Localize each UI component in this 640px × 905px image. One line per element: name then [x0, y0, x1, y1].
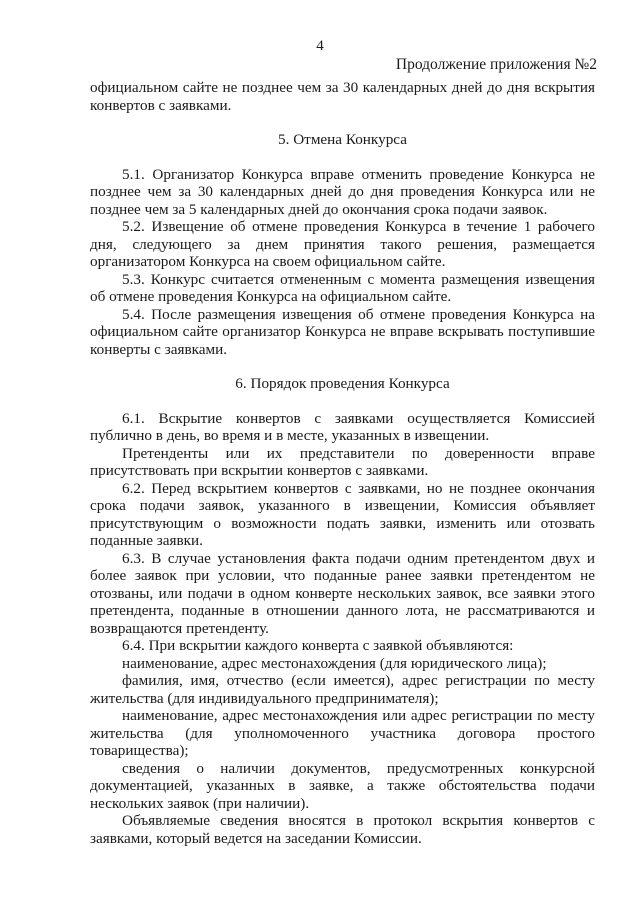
paragraph-6-2: 6.2. Перед вскрытием конвертов с заявками, но не позднее окончания срока подачи заявок, указанного в извещении, Комиссия объявляет присутствующим о возможности подать заявки, изменить или отозвать поданные заявки. [90, 479, 595, 549]
list-item-documents: сведения о наличии документов, предусмотренных конкурсной документацией, указанных в заявке, а также обстоятельства подачи нескольких заявок (при наличии). [90, 759, 595, 812]
paragraph-protocol: Объявляемые сведения вносятся в протокол вскрытия конвертов с заявками, который ведется на заседании Комиссии. [90, 812, 595, 847]
paragraph-5-2: 5.2. Извещение об отмене проведения Конкурса в течение 1 рабочего дня, следующего за днем принятия такого решения, размещается организатором Конкурса на своем официальном сайте. [90, 218, 595, 270]
paragraph-5-3: 5.3. Конкурс считается отмененным с момента размещения извещения об отмене проведения Конкурса на официальном сайте. [90, 270, 595, 305]
appendix-note: Продолжение приложения №2 [395, 56, 597, 73]
paragraph-6-1: 6.1. Вскрытие конвертов с заявками осуществляется Комиссией публично в день, во время и в месте, указанных в извещении. [90, 409, 595, 444]
continuation-paragraph: официальном сайте не позднее чем за 30 календарных дней до дня вскрытия конвертов с заявками. [90, 79, 595, 114]
paragraph-6-3: 6.3. В случае установления факта подачи одним претендентом двух и более заявок при условии, что поданные ранее заявки претендентом не отозваны, или подачи в одном конверте нескольких заявок, все заявки этого претендента, поданные в отношении данного лота, не рассматриваются и возвращаются претенденту. [90, 549, 595, 637]
list-item-partnership: наименование, адрес местонахождения или адрес регистрации по месту жительства (для уполномоченного участника договора простого товарищества); [90, 707, 595, 759]
section-6-heading: 6. Порядок проведения Конкурса [235, 375, 450, 392]
paragraph-6-4: 6.4. При вскрытии каждого конверта с заявкой объявляются: [122, 637, 514, 654]
paragraph-6-1-representatives: Претенденты или их представители по доверенности вправе присутствовать при вскрытии конвертов с заявками. [90, 444, 595, 479]
document-body [90, 79, 595, 847]
paragraph-5-1: 5.1. Организатор Конкурса вправе отменить проведение Конкурса не позднее чем за 30 календарных дней до дня проведения Конкурса или не позднее чем за 5 календарных дней до окончания срока подачи заявок. [90, 165, 595, 218]
page-number: 4 [316, 38, 324, 54]
section-5-heading: 5. Отмена Конкурса [278, 131, 407, 148]
list-item-entrepreneur: фамилия, имя, отчество (если имеется), адрес регистрации по месту жительства (для индивидуального предпринимателя); [90, 672, 595, 707]
paragraph-5-4: 5.4. После размещения извещения об отмене проведения Конкурса на официальном сайте организатор Конкурса не вправе вскрывать поступившие конверты с заявками. [90, 305, 595, 358]
list-item-legal-entity: наименование, адрес местонахождения (для юридического лица); [122, 654, 547, 672]
